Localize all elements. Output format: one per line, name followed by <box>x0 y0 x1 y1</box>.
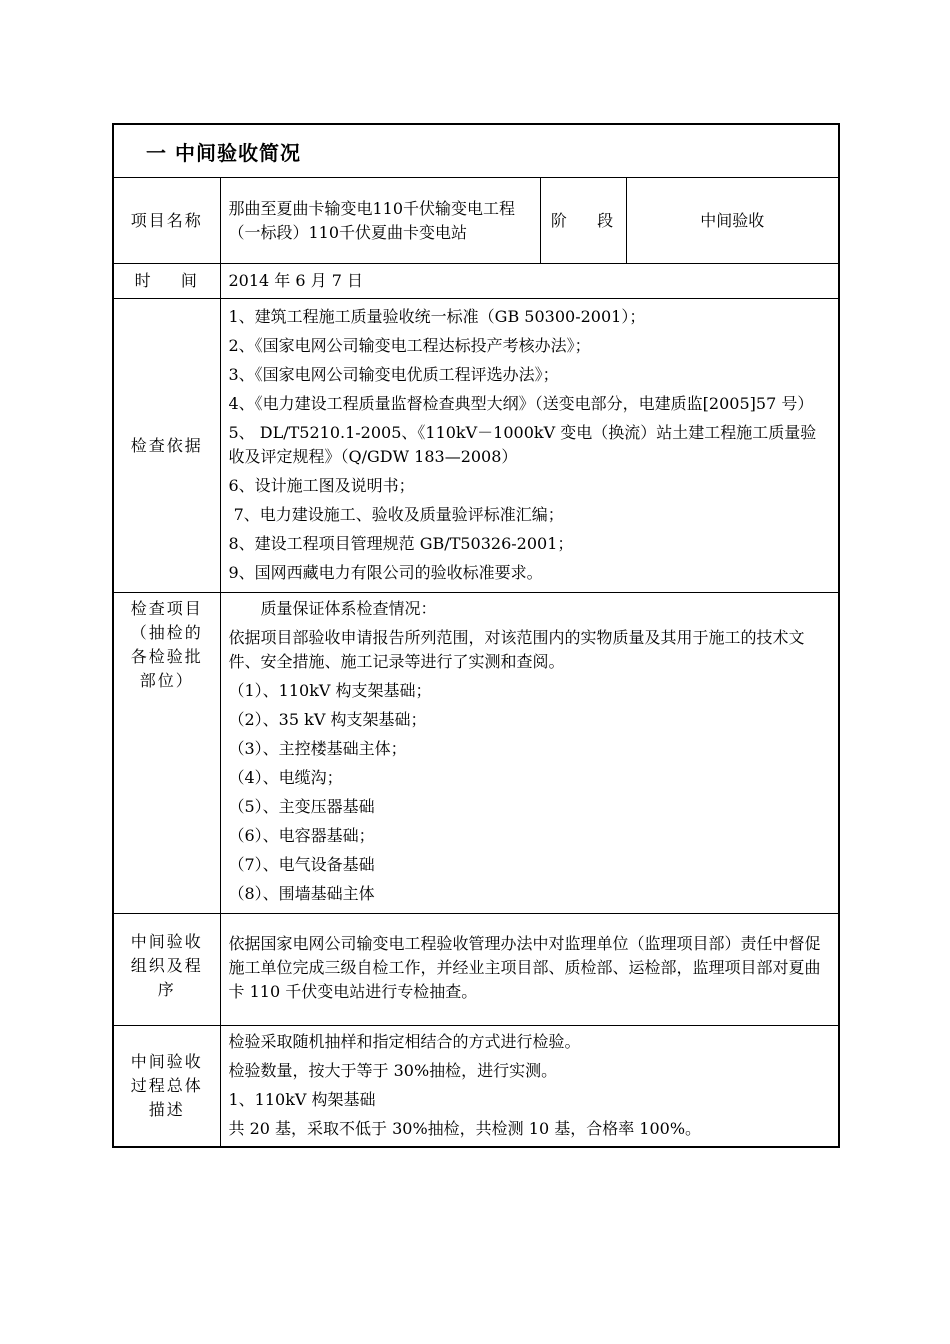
basis-item: 7、电力建设施工、验收及质量验评标准汇编； <box>228 505 564 524</box>
process-line: 检验采取随机抽样和指定相结合的方式进行检验。 <box>228 1032 581 1051</box>
section-title: 一 中间验收简况 <box>113 124 839 178</box>
organization-label: 中间验收组织及程序 <box>113 914 220 1026</box>
organization-row <box>113 914 839 1026</box>
inspection-item: （4）、电缆沟； <box>228 768 343 787</box>
basis-item: 5、 DL/T5210.1-2005、《110kV－1000kV 变电（换流）站土建工程施工质量验收及评定规程》（Q/GDW 183—2008） <box>228 423 817 466</box>
acceptance-table <box>112 123 840 1148</box>
basis-item: 2、《国家电网公司输变电工程达标投产考核办法》； <box>228 336 591 355</box>
basis-item: 4、《电力建设工程质量监督检查典型大纲》（送变电部分，电建质监[2005]57 号） <box>228 394 814 413</box>
basis-label: 检查依据 <box>113 299 220 593</box>
inspection-label: 检查项目（抽检的各检验批部位） <box>113 593 220 914</box>
inspection-item: （3）、主控楼基础主体； <box>228 739 407 758</box>
time-label: 时 间 <box>113 264 220 299</box>
inspection-item: （2）、35 kV 构支架基础； <box>228 710 427 729</box>
acceptance-form <box>112 123 838 1148</box>
process-line: 1、110kV 构架基础 <box>228 1090 376 1109</box>
project-name-label: 项目名称 <box>113 178 220 264</box>
basis-item: 3、《国家电网公司输变电优质工程评选办法》； <box>228 365 559 384</box>
basis-item: 6、设计施工图及说明书； <box>228 476 415 495</box>
inspection-item: （1）、110kV 构支架基础； <box>228 681 432 700</box>
basis-list <box>220 299 839 593</box>
process-line: 共 20 基，采取不低于 30%抽检，共检测 10 基，合格率 100%。 <box>228 1119 702 1138</box>
inspection-item: （5）、主变压器基础 <box>228 797 375 816</box>
project-name-value: 那曲至夏曲卡输变电110千伏输变电工程（一标段）110千伏夏曲卡变电站 <box>220 178 540 264</box>
basis-item: 8、建设工程项目管理规范 GB/T50326-2001； <box>228 534 574 553</box>
inspection-content <box>220 593 839 914</box>
basis-row <box>113 299 839 593</box>
organization-text: 依据国家电网公司输变电工程验收管理办法中对监理单位（监理项目部）责任中督促施工单位完成三级自检工作，并经业主项目部、质检部、运检部，监理项目部对夏曲卡 110 千伏变电站进行专检抽查。 <box>220 914 839 1026</box>
project-row <box>113 178 839 264</box>
process-label: 中间验收过程总体描述 <box>113 1026 220 1148</box>
title-row <box>113 124 839 178</box>
time-value: 2014 年 6 月 7 日 <box>220 264 839 299</box>
inspection-item: （7）、电气设备基础 <box>228 855 375 874</box>
process-row <box>113 1026 839 1148</box>
inspection-item: （6）、电容器基础； <box>228 826 375 845</box>
stage-label: 阶 段 <box>540 178 626 264</box>
basis-item: 9、国网西藏电力有限公司的验收标准要求。 <box>228 563 543 582</box>
inspection-description: 依据项目部验收申请报告所列范围，对该范围内的实物质量及其用于施工的技术文件、安全措施、施工记录等进行了实测和查阅。 <box>228 628 805 671</box>
inspection-row <box>113 593 839 914</box>
process-content <box>220 1026 839 1148</box>
inspection-item: （8）、围墙基础主体 <box>228 884 375 903</box>
stage-value: 中间验收 <box>626 178 839 264</box>
process-line: 检验数量，按大于等于 30%抽检，进行实测。 <box>228 1061 558 1080</box>
time-row <box>113 264 839 299</box>
basis-item: 1、建筑工程施工质量验收统一标准（GB 50300-2001）； <box>228 307 646 326</box>
inspection-intro: 质量保证体系检查情况： <box>260 599 437 618</box>
